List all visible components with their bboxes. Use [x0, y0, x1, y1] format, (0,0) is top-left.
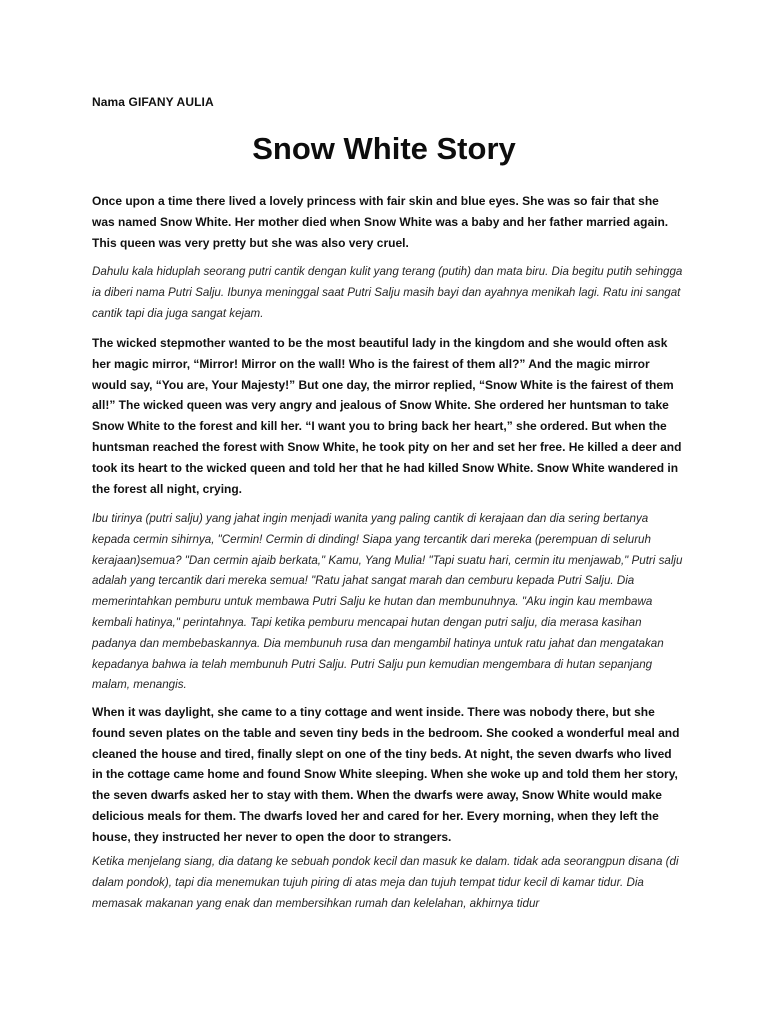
paragraph-english-3: When it was daylight, she came to a tiny cottage and went inside. There was nobody there, but she found seven plates on the table and seven tiny beds in the bedroom. She cooked a wonderful meal and cleaned the house and tired, finally slept on one of the tiny beds. At night, the seven dwarfs who lived in the cottage came home and found Snow White sleeping. When she woke up and told them her story, the seven dwarfs asked her to stay with them. When the dwarfs were away, Snow White would make delicious meals for them. The dwarfs loved her and cared for her. Every morning, when they left the house, they instructed her never to open the door to strangers.	[92, 705, 680, 844]
paragraph-indonesian-2: Ibu tirinya (putri salju) yang jahat ingin menjadi wanita yang paling cantik di kerajaan dan dia sering bertanya kepada cermin sihirnya, "Cermin! Cermin di dinding! Siapa yang tercantik dari mereka (perempuan di seluruh kerajaan)semua? "Dan cermin ajaib berkata," Kamu, Yang Mulia! "Tapi suatu hari, cermin itu menjawab," Putri salju adalah yang tercantik dari mereka semua! "Ratu jahat sangat marah dan cemburu kepada Putri Salju. Dia memerintahkan pemburu untuk membawa Putri Salju ke hutan dan membunuhnya. "Aku ingin kau membawa kembali hatinya," perintahnya. Tapi ketika pemburu mencapai hutan dengan putri salju, dia merasa kasihan padanya dan membebaskannya. Dia membunuh rusa dan mengambil hatinya untuk ratu jahat dan mengatakan kepadanya bahwa ia telah membunuh Putri Salju. Putri Salju pun kemudian mengembara di hutan sepanjang malam, menangis.	[92, 512, 683, 692]
story-title: Snow White Story	[252, 131, 516, 166]
paragraph-english-2: The wicked stepmother wanted to be the most beautiful lady in the kingdom and she would often ask her magic mirror, “Mirror! Mirror on the wall! Who is the fairest of them all?” And the magic mirror would say, “You are, Your Majesty!” But one day, the mirror replied, “Snow White is the fairest of them all!” The wicked queen was very angry and jealous of Snow White. She ordered her huntsman to take Snow White to the forest and kill her. “I want you to bring back her heart,” she ordered. But when the huntsman reached the forest with Snow White, he took pity on her and set her free. He killed a deer and took its heart to the wicked queen and told her that he had killed Snow White. Snow White wandered in the forest all night, crying.	[92, 336, 682, 496]
student-name-line: Nama GIFANY AULIA	[92, 95, 214, 109]
paragraph-indonesian-3: Ketika menjelang siang, dia datang ke sebuah pondok kecil dan masuk ke dalam. tidak ada seorangpun disana (di dalam pondok), tapi dia menemukan tujuh piring di atas meja dan tujuh tempat tidur kecil di kamar tidur. Dia memasak makanan yang enak dan membersihkan rumah dan kelelahan, akhirnya tidur	[92, 855, 679, 910]
paragraph-indonesian-1: Dahulu kala hiduplah seorang putri cantik dengan kulit yang terang (putih) dan mata biru. Dia begitu putih sehingga ia diberi nama Putri Salju. Ibunya meninggal saat Putri Salju masih bayi dan ayahnya menikah lagi. Ratu ini sangat cantik tapi dia juga sangat kejam.	[92, 265, 683, 320]
paragraph-english-1: Once upon a time there lived a lovely princess with fair skin and blue eyes. She was so fair that she was named Snow White. Her mother died when Snow White was a baby and her father married again. This queen was very pretty but she was also very cruel.	[92, 194, 669, 250]
